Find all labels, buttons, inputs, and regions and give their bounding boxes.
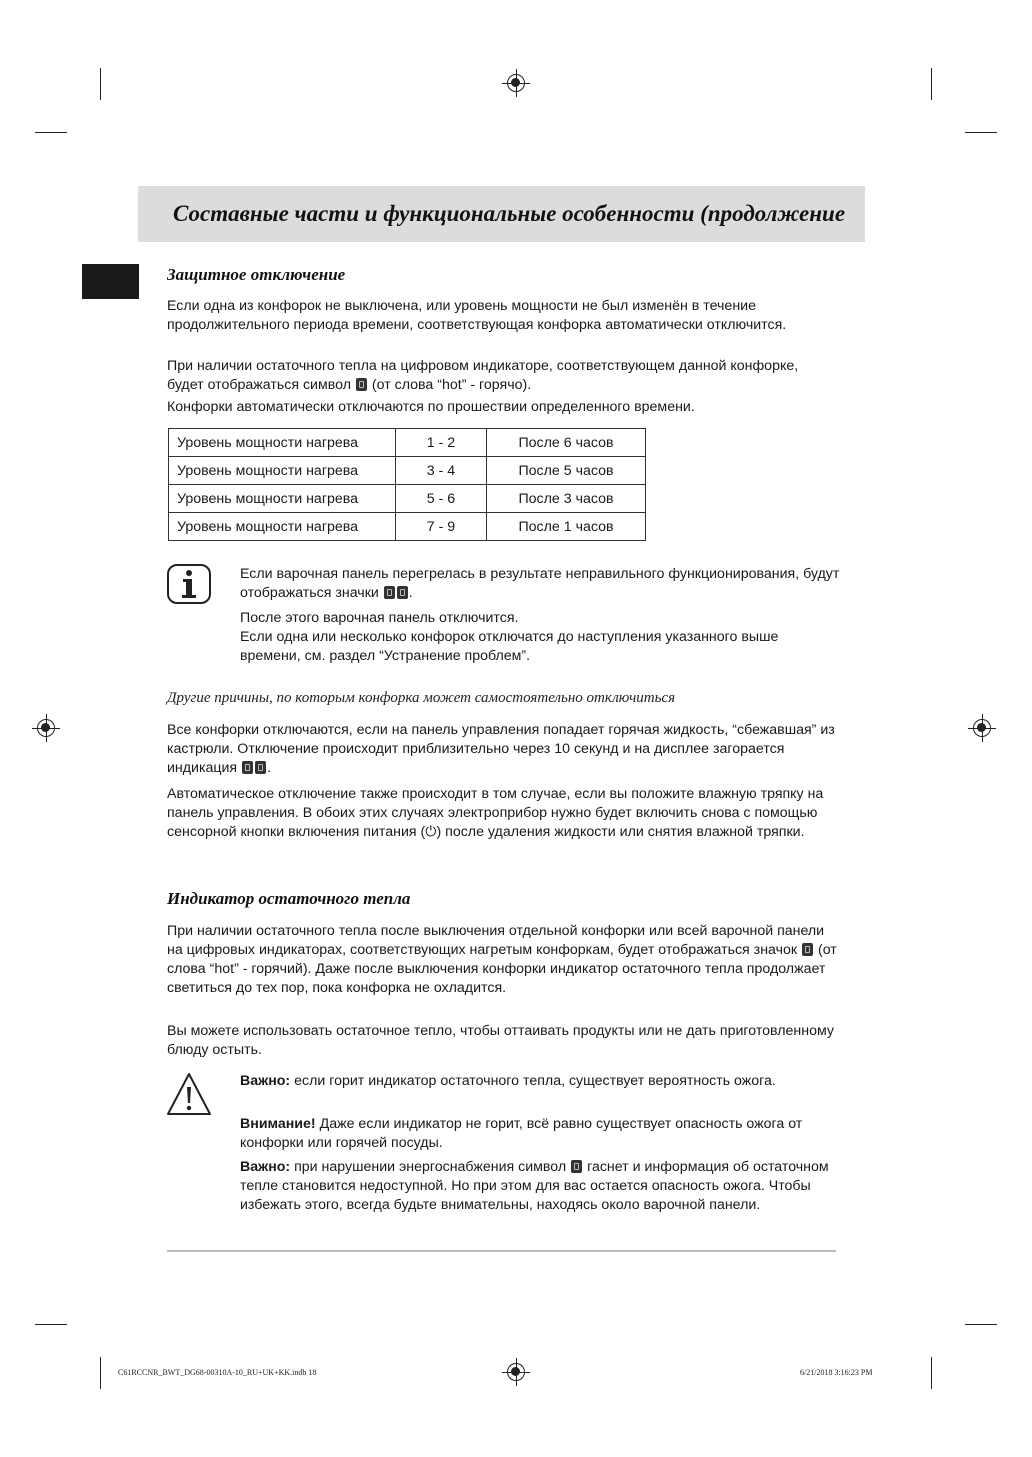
table-cell: После 6 часов xyxy=(487,429,646,457)
table-cell: 3 - 4 xyxy=(396,457,487,485)
paragraph: Автоматическое отключение также происходит в том случае, если вы положите влажную тряпку на панель управления. В обоих этих случаях электроприбор нужно будет включить снова с помощью сенсорной кнопки включения питания (⏻) после удаления жидкости или снятия влажной тряпки. xyxy=(167,786,824,840)
registration-mark-icon xyxy=(37,719,55,737)
error-symbol-icon xyxy=(397,586,408,599)
crop-mark xyxy=(965,132,997,133)
warning-text: Важно: если горит индикатор остаточного тепла, существует вероятность ожога. xyxy=(240,1073,776,1089)
section-heading-residual-heat: Индикатор остаточного тепла xyxy=(167,889,411,908)
table-cell: После 5 часов xyxy=(487,457,646,485)
table-cell: Уровень мощности нагрева xyxy=(169,429,396,457)
registration-mark-icon xyxy=(973,719,991,737)
table-row xyxy=(169,513,646,541)
paragraph: Вы можете использовать остаточное тепло, чтобы оттаивать продукты или не дать приготовленному блюду остыть. xyxy=(167,1023,835,1058)
hot-symbol-icon xyxy=(802,943,813,956)
table-row xyxy=(169,457,646,485)
table-row xyxy=(169,485,646,513)
page-title: Составные части и функциональные особенности (продолжение xyxy=(173,201,846,226)
hot-symbol-icon xyxy=(356,378,367,391)
table-cell: 1 - 2 xyxy=(396,429,487,457)
footer-timestamp: 6/21/2018 3:16:23 PM xyxy=(800,1368,873,1377)
error-symbol-icon xyxy=(384,586,395,599)
error-symbol-icon xyxy=(242,761,253,774)
crop-mark xyxy=(35,132,67,133)
warning-text: Важно: при нарушении энергоснабжения символ гаснет и информация об остаточном тепле становится недоступной. Но при этом для вас остается опасность ожога. Чтобы избежать этого, всегда будьте внимательны, находясь около варочной панели. xyxy=(240,1159,829,1213)
table-cell: 7 - 9 xyxy=(396,513,487,541)
table-cell: Уровень мощности нагрева xyxy=(169,513,396,541)
hot-symbol-icon xyxy=(571,1160,582,1173)
warning-text: Внимание! Даже если индикатор не горит, всё равно существует опасность ожога от конфорки или горячей посуды. xyxy=(240,1116,803,1151)
paragraph: Если одна из конфорок не выключена, или уровень мощности не был изменён в течение продолжительного периода времени, соответствующая конфорка автоматически отключится. xyxy=(167,298,787,333)
table-cell: Уровень мощности нагрева xyxy=(169,485,396,513)
section-heading-safety-shutoff: Защитное отключение xyxy=(167,265,346,284)
paragraph: При наличии остаточного тепла на цифровом индикаторе, соответствующем данной конфорке, будет отображаться символ (от слова “hot” - горячо). xyxy=(167,358,799,393)
crop-mark xyxy=(35,1324,67,1325)
section-tab-marker xyxy=(82,264,139,299)
crop-mark xyxy=(965,1324,997,1325)
table-cell: Уровень мощности нагрева xyxy=(169,457,396,485)
crop-mark xyxy=(100,1357,101,1389)
warning-triangle-icon xyxy=(166,1071,212,1117)
crop-mark xyxy=(100,68,101,100)
registration-mark-icon xyxy=(507,1363,525,1381)
table-cell: После 1 часов xyxy=(487,513,646,541)
info-icon xyxy=(166,563,212,605)
divider xyxy=(167,1250,836,1252)
header-banner xyxy=(138,186,865,242)
table-row xyxy=(169,429,646,457)
info-note-text: Если одна или несколько конфорок отключатся до наступления указанного выше времени, см. раздел “Устранение проблем”. xyxy=(240,629,779,664)
footer-file-info: C61RCCNR_BWT_DG68-00310A-10_RU+UK+KK.indb 18 xyxy=(118,1368,317,1377)
crop-mark xyxy=(931,68,932,100)
paragraph: Конфорки автоматически отключаются по прошествии определенного времени. xyxy=(167,399,695,415)
paragraph: При наличии остаточного тепла после выключения отдельной конфорки или всей варочной панели на цифровых индикаторах, соответствующих нагретым конфоркам, будет отображаться значок (от слова “hot” - горячий). Даже после выключения конфорки индикатор остаточного тепла продолжает светиться до тех пор, пока конфорка не охладится. xyxy=(167,923,837,996)
paragraph: Все конфорки отключаются, если на панель управления попадает горячая жидкость, “сбежавшая” из кастрюли. Отключение происходит приблизительно через 10 секунд и на дисплее загорается индикация . xyxy=(167,722,835,776)
registration-mark-icon xyxy=(507,74,525,92)
subsection-heading-other-causes: Другие причины, по которым конфорка может самостоятельно отключиться xyxy=(167,690,676,706)
info-note-text: После этого варочная панель отключится. xyxy=(240,610,519,626)
crop-mark xyxy=(931,1357,932,1389)
table-cell: 5 - 6 xyxy=(396,485,487,513)
info-note-text: Если варочная панель перегрелась в результате неправильного функционирования, будут отображаться значки . xyxy=(240,566,840,601)
table-cell: После 3 часов xyxy=(487,485,646,513)
error-symbol-icon xyxy=(255,761,266,774)
power-level-table xyxy=(168,428,646,541)
